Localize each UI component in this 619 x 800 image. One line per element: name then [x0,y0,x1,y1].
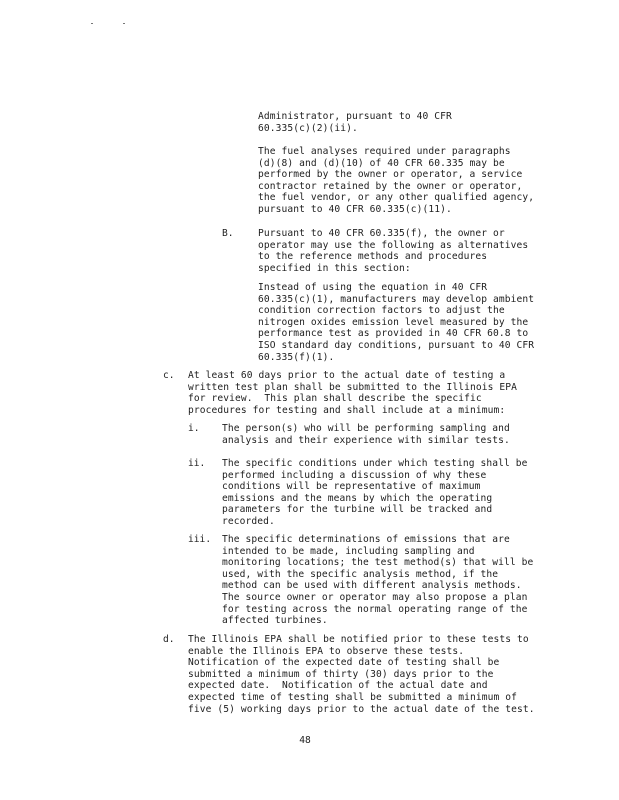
item-i-marker: i. [188,423,200,434]
section-b-marker: B. [222,228,234,239]
test-plan-paragraph: At least 60 days prior to the actual date of testing a written test plan shall be submitted to the Illinois EPA for review. This plan shall describe the specific procedures for testing and shall include at a minimum: [188,370,518,416]
item-ii-paragraph: The specific conditions under which testing shall be performed including a discussion of why these conditions will be representative of maximum emissions and the means by which the operating parameters for the turbine will be tracked and recorded. [222,458,528,527]
section-c-marker: c. [163,370,175,381]
notification-paragraph: The Illinois EPA shall be notified prior to these tests to enable the Illinois EPA to observe these tests. Notification of the expected date of testing shall be submitted a minimum of thirty (30) days prior to the expected date. Notification of the actual date and expected time of testing shall be submitted a minimum of five (5) working days prior to the actual date of the test. [188,634,535,715]
scan-speck [91,23,93,24]
fuel-analyses-paragraph: The fuel analyses required under paragraphs (d)(8) and (d)(10) of 40 CFR 60.335 may be performed by the owner or operator, a service contractor retained by the owner or operator, the fuel vendor, or any other qualified agency, pursuant to 40 CFR 60.335(c)(11). [258,146,535,215]
item-iii-paragraph: The specific determinations of emissions that are intended to be made, including sampling and monitoring locations; the test method(s) that will be used, with the specific analysis method, if the method can be used with different analysis methods. The source owner or operator may also propose a plan for testing across the normal operating range of the affected turbines. [222,534,534,627]
item-i-paragraph: The person(s) who will be performing sampling and analysis and their experience with similar tests. [222,423,510,446]
alternative-method-paragraph: Instead of using the equation in 40 CFR 60.335(c)(1), manufacturers may develop ambient condition correction factors to adjust the nitrogen oxides emission level measured by the performance test as provided in 40 CFR 60.8 to ISO standard day conditions, pursuant to 40 CFR 60.335(f)(1). [258,282,535,363]
item-ii-marker: ii. [188,458,206,469]
section-d-marker: d. [163,634,175,645]
page-number: 48 [299,735,311,746]
administrator-continuation-text: Administrator, pursuant to 40 CFR 60.335(c)(2)(ii). [258,111,452,134]
item-iii-marker: iii. [188,534,212,545]
scan-speck [123,23,125,24]
section-b-paragraph: Pursuant to 40 CFR 60.335(f), the owner or operator may use the following as alternatives to the reference methods and procedures specified in this section: [258,228,529,274]
